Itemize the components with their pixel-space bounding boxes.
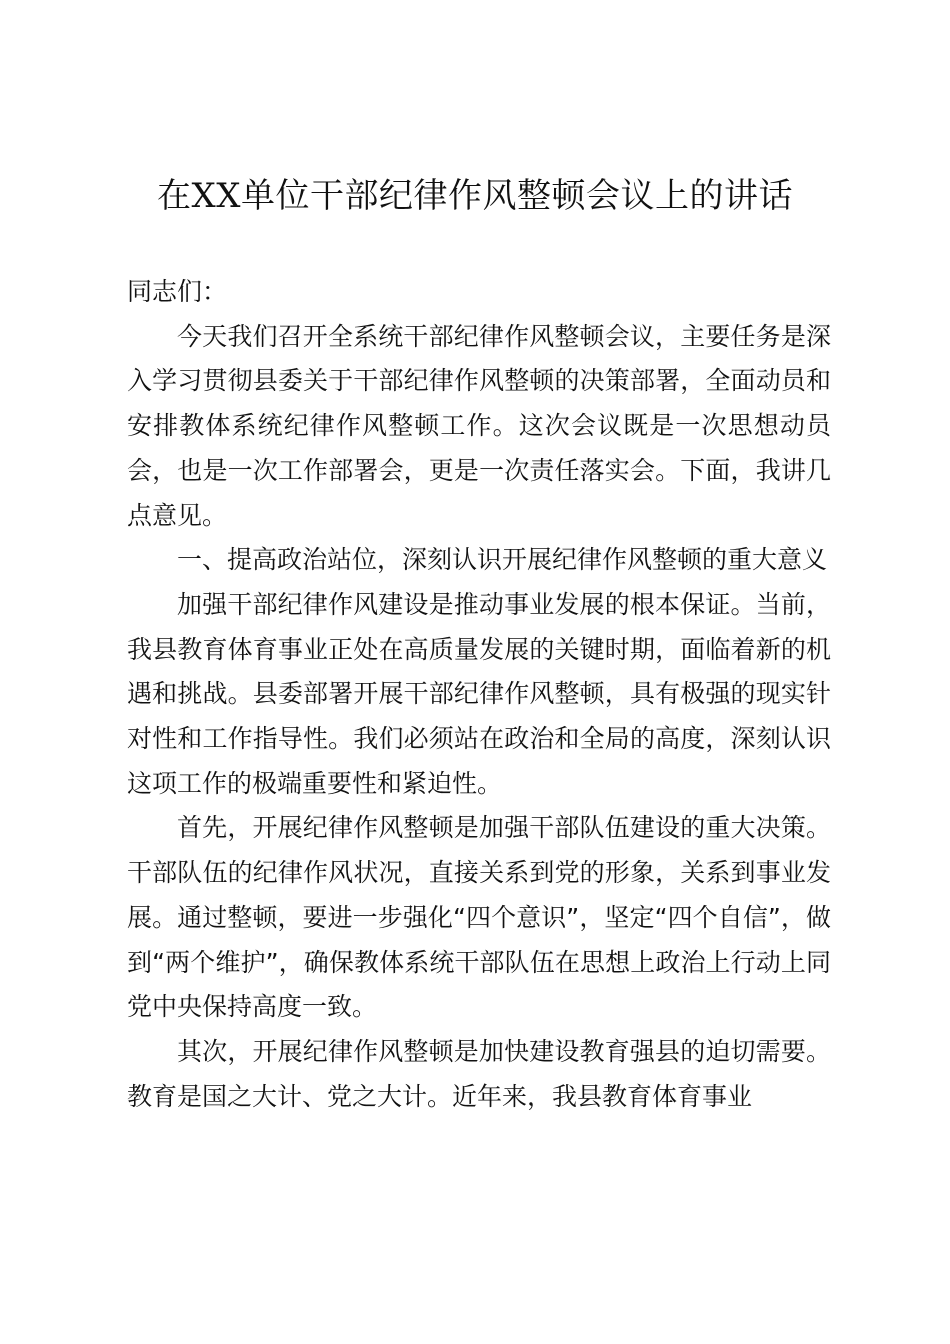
paragraph-first: 首先，开展纪律作风整顿是加强干部队伍建设的重大决策。干部队伍的纪律作风状况，直接关系到党的形象，关系到事业发展。通过整顿，要进一步强化“四个意识”，坚定“四个自信”，做到“两个维护”，确保教体系统干部队伍在思想上政治上行动上同党中央保持高度一致。 xyxy=(127,813,831,1022)
document-body xyxy=(127,270,831,1119)
page-title: 在XX单位干部纪律作风整顿会议上的讲话 xyxy=(157,176,793,216)
section-heading-1: 一、提高政治站位，深刻认识开展纪律作风整顿的重大意义 xyxy=(177,545,828,575)
salutation: 同志们： xyxy=(127,277,228,306)
paragraph-significance: 加强干部纪律作风建设是推动事业发展的根本保证。当前，我县教育体育事业正处在高质量发展的关键时期，面临着新的机遇和挑战。县委部署开展干部纪律作风整顿，具有极强的现实针对性和工作指导性。我们必须站在政治和全局的高度，深刻认识这项工作的极端重要性和紧迫性。 xyxy=(127,589,831,798)
paragraph-intro: 今天我们召开全系统干部纪律作风整顿会议，主要任务是深入学习贯彻县委关于干部纪律作风整顿的决策部署，全面动员和安排教体系统纪律作风整顿工作。这次会议既是一次思想动员会，也是一次工作部署会，更是一次责任落实会。下面，我讲几点意见。 xyxy=(127,321,831,530)
paragraph-second: 其次，开展纪律作风整顿是加快建设教育强县的迫切需要。教育是国之大计、党之大计。近年来，我县教育体育事业 xyxy=(127,1036,831,1111)
